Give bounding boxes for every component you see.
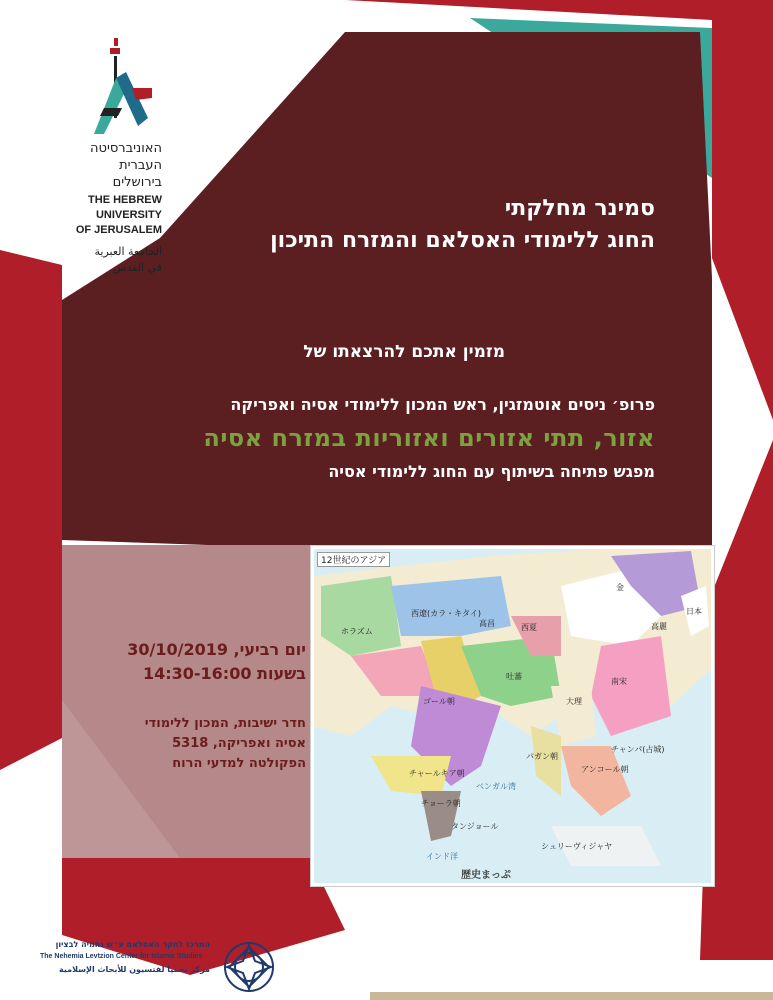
map-label-jin: 金 xyxy=(616,583,624,592)
map-label-western-xia: 西夏 xyxy=(521,623,537,632)
map-label-champa: チャンパ(占城) xyxy=(611,745,665,754)
map-watermark: 歴史まっぷ xyxy=(461,870,511,881)
map-label-srivijaya: シュリーヴィジャヤ xyxy=(541,842,613,851)
logo-hebrew-line3: בירושלים xyxy=(112,175,162,190)
map-label-gaochang: 高昌 xyxy=(479,619,495,628)
event-date: יום רביעי, 30/10/2019 xyxy=(127,640,306,659)
map-label-dali: 大理 xyxy=(566,697,582,706)
speaker-line: פרופ׳ ניסים אוטמזגין, ראש המכון ללימודי אסיה ואפריקה xyxy=(230,395,655,414)
map-label-goryeo: 高麗 xyxy=(651,622,667,631)
map-label-ghurid: ゴール朝 xyxy=(423,697,455,706)
lecture-subtitle: מפגש פתיחה בשיתוף עם החוג ללימודי אסיה xyxy=(328,462,655,481)
footer-arabic: مركز نحميا لفتسيون للأبحاث الإسلامية xyxy=(59,965,210,974)
seminar-title: סמינר מחלקתי xyxy=(504,196,655,221)
lecture-title: אזור, תתי אזורים ואזוריות במזרח אסיה xyxy=(203,424,655,452)
map-title: 12世紀のアジア xyxy=(317,552,390,567)
logo-english-line1: THE HEBREW xyxy=(88,194,162,206)
map-label-angkor: アンコール朝 xyxy=(581,765,629,774)
invite-text: מזמין אתכם להרצאתו של xyxy=(303,342,505,362)
map-label-southern-song: 南宋 xyxy=(611,677,627,686)
university-logo-icon xyxy=(92,38,154,138)
footer-hebrew: המרכז לחקר האסלאם ע״ש נחמיה לבציון xyxy=(55,940,210,949)
event-location-line1: חדר ישיבות, המכון ללימודי xyxy=(144,716,306,731)
map-label-khwarazm: ホラズム xyxy=(341,627,373,636)
bottom-line xyxy=(370,992,773,1000)
logo-arabic-line1: الجامعة العبرية xyxy=(94,245,162,258)
logo-english-line2: UNIVERSITY xyxy=(95,209,162,221)
logo-english-line3: OF JERUSALEM xyxy=(75,224,162,236)
event-location-line3: הפקולטה למדעי הרוח xyxy=(172,756,306,771)
footer-english: The Nehemia Levtzion Center for Islamic Studies xyxy=(40,953,203,960)
map-label-indian-ocean: インド洋 xyxy=(426,852,458,861)
red-shape-left xyxy=(0,250,62,770)
map-label-tubo: 吐蕃 xyxy=(506,672,522,681)
map-label-chola: チョーラ朝 xyxy=(421,799,461,808)
map-label-pagan: パガン朝 xyxy=(526,752,558,761)
map-label-western-liao: 西遼(カラ・キタイ) xyxy=(411,609,482,618)
map-label-bay-of-bengal: ベンガル湾 xyxy=(476,782,516,791)
map-label-chalukya: チャールキア朝 xyxy=(409,769,465,778)
event-time: בשעות 14:30-16:00 xyxy=(142,664,306,683)
event-location-line2: אסיה ואפריקה, 5318 xyxy=(172,736,306,751)
department-name: החוג ללימודי האסלאם והמזרח התיכון xyxy=(270,228,655,253)
map-label-japan: 日本 xyxy=(686,607,702,616)
levtzion-center-logo-icon xyxy=(222,940,276,994)
logo-arabic-line2: في القدس xyxy=(112,261,162,274)
map-label-thanjavur: タンジョール xyxy=(451,822,499,831)
logo-hebrew-line1: האוניברסיטה xyxy=(90,141,162,156)
asia-map xyxy=(310,545,715,887)
map-regions xyxy=(311,546,714,886)
logo-hebrew-line2: העברית xyxy=(119,158,162,173)
